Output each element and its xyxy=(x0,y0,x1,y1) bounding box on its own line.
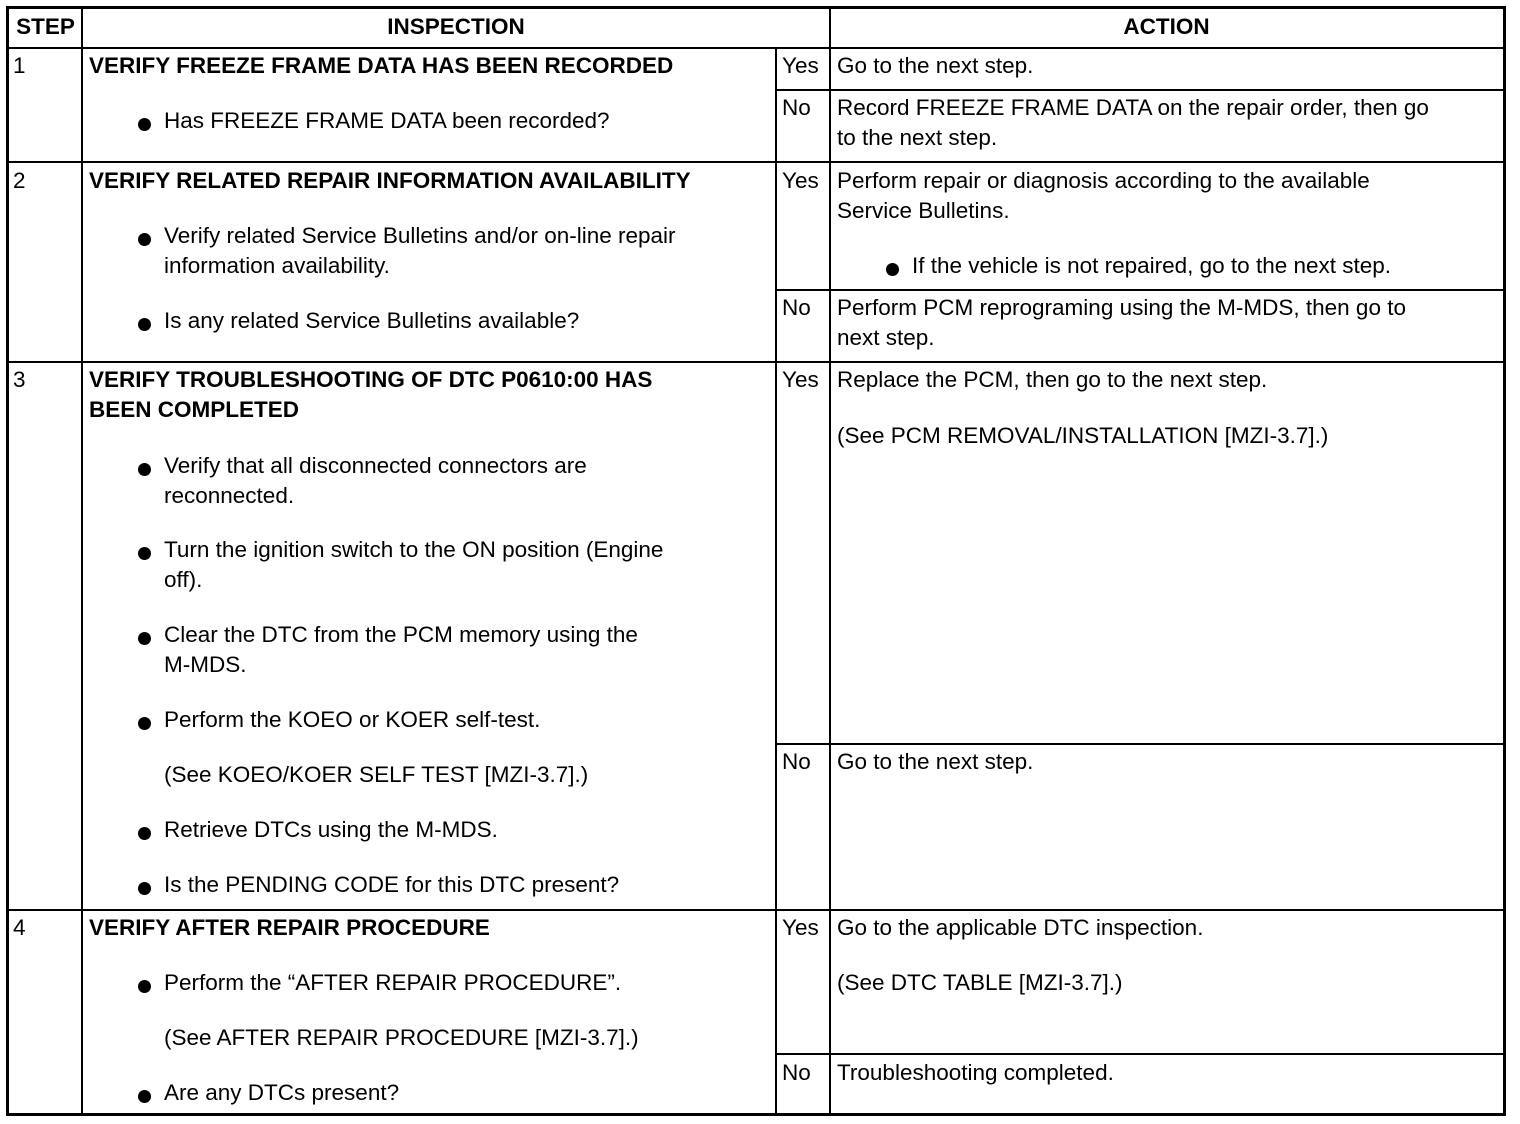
header-inspection: INSPECTION xyxy=(387,14,525,39)
yes-label: Yes xyxy=(782,53,819,78)
header-action: ACTION xyxy=(1123,14,1210,39)
inspection-line: Perform the KOEO or KOER self-test. xyxy=(164,707,541,732)
bullet-icon xyxy=(138,882,151,895)
step-title: VERIFY TROUBLESHOOTING OF DTC P0610:00 HAS xyxy=(89,367,653,392)
col-divider-yesno xyxy=(775,362,777,910)
bullet-icon xyxy=(138,827,151,840)
row-divider xyxy=(9,909,1503,911)
yes-action-line: (See DTC TABLE [MZI-3.7].) xyxy=(837,970,1123,995)
no-action-line: Perform PCM reprograming using the M-MDS, then go to xyxy=(837,295,1406,320)
bullet-icon xyxy=(138,233,151,246)
inspection-line: Retrieve DTCs using the M-MDS. xyxy=(164,817,498,842)
yes-label: Yes xyxy=(782,168,819,193)
bullet-icon xyxy=(138,1090,151,1103)
inspection-line: M-MDS. xyxy=(164,652,247,677)
col-divider-yesno xyxy=(775,910,777,1116)
step-number: 1 xyxy=(13,53,26,78)
col-divider-action xyxy=(829,9,831,1113)
step-title: VERIFY RELATED REPAIR INFORMATION AVAILABILITY xyxy=(89,168,691,193)
col-divider-step xyxy=(81,9,83,1113)
no-action-line: Go to the next step. xyxy=(837,749,1034,774)
bullet-icon xyxy=(138,118,151,131)
inspection-line: Is the PENDING CODE for this DTC present? xyxy=(164,872,620,897)
bullet-icon xyxy=(138,547,151,560)
inspection-line: (See KOEO/KOER SELF TEST [MZI-3.7].) xyxy=(164,762,589,787)
col-divider-yesno xyxy=(775,162,777,362)
inspection-line: (See AFTER REPAIR PROCEDURE [MZI-3.7].) xyxy=(164,1025,639,1050)
inspection-line: Is any related Service Bulletins available? xyxy=(164,308,580,333)
no-label: No xyxy=(782,295,811,320)
yes-no-divider xyxy=(776,1053,1503,1055)
bullet-icon xyxy=(138,980,151,993)
step-number: 4 xyxy=(13,915,26,940)
yes-action-line: Go to the next step. xyxy=(837,53,1034,78)
no-action-line: Troubleshooting completed. xyxy=(837,1060,1114,1085)
yes-action-line: Replace the PCM, then go to the next step. xyxy=(837,367,1268,392)
no-label: No xyxy=(782,749,811,774)
row-divider xyxy=(9,361,1503,363)
bullet-icon xyxy=(138,717,151,730)
no-label: No xyxy=(782,1060,811,1085)
step-title: BEEN COMPLETED xyxy=(89,397,300,422)
bullet-icon xyxy=(138,463,151,476)
no-label: No xyxy=(782,95,811,120)
yes-label: Yes xyxy=(782,367,819,392)
bullet-icon xyxy=(138,632,151,645)
col-divider-yesno xyxy=(775,48,777,162)
yes-no-divider xyxy=(776,743,1503,745)
yes-action-line: Perform repair or diagnosis according to the available xyxy=(837,168,1370,193)
inspection-line: Are any DTCs present? xyxy=(164,1080,400,1105)
inspection-line: Verify related Service Bulletins and/or on-line repair xyxy=(164,223,676,248)
yes-no-divider xyxy=(776,289,1503,291)
yes-action-line: If the vehicle is not repaired, go to the next step. xyxy=(912,253,1392,278)
header-step: STEP xyxy=(16,14,75,39)
yes-action-line: (See PCM REMOVAL/INSTALLATION [MZI-3.7].) xyxy=(837,423,1329,448)
inspection-line: Turn the ignition switch to the ON position (Engine xyxy=(164,537,664,562)
inspection-line: Has FREEZE FRAME DATA been recorded? xyxy=(164,108,610,133)
inspection-table xyxy=(6,6,1506,1116)
bullet-icon xyxy=(138,318,151,331)
inspection-line: off). xyxy=(164,567,203,592)
no-action-line: Record FREEZE FRAME DATA on the repair order, then go xyxy=(837,95,1429,120)
yes-label: Yes xyxy=(782,915,819,940)
step-title: VERIFY FREEZE FRAME DATA HAS BEEN RECORDED xyxy=(89,53,674,78)
yes-no-divider xyxy=(776,89,1503,91)
inspection-line: Verify that all disconnected connectors are xyxy=(164,453,587,478)
inspection-line: information availability. xyxy=(164,253,390,278)
inspection-line: Clear the DTC from the PCM memory using the xyxy=(164,622,638,647)
inspection-line: reconnected. xyxy=(164,483,295,508)
no-action-line: next step. xyxy=(837,325,935,350)
no-action-line: to the next step. xyxy=(837,125,998,150)
header-divider xyxy=(9,47,1503,49)
step-title: VERIFY AFTER REPAIR PROCEDURE xyxy=(89,915,490,940)
step-number: 3 xyxy=(13,367,26,392)
yes-action-line: Go to the applicable DTC inspection. xyxy=(837,915,1204,940)
inspection-line: Perform the “AFTER REPAIR PROCEDURE”. xyxy=(164,970,622,995)
yes-action-line: Service Bulletins. xyxy=(837,198,1010,223)
step-number: 2 xyxy=(13,168,26,193)
bullet-icon xyxy=(886,263,899,276)
row-divider xyxy=(9,161,1503,163)
